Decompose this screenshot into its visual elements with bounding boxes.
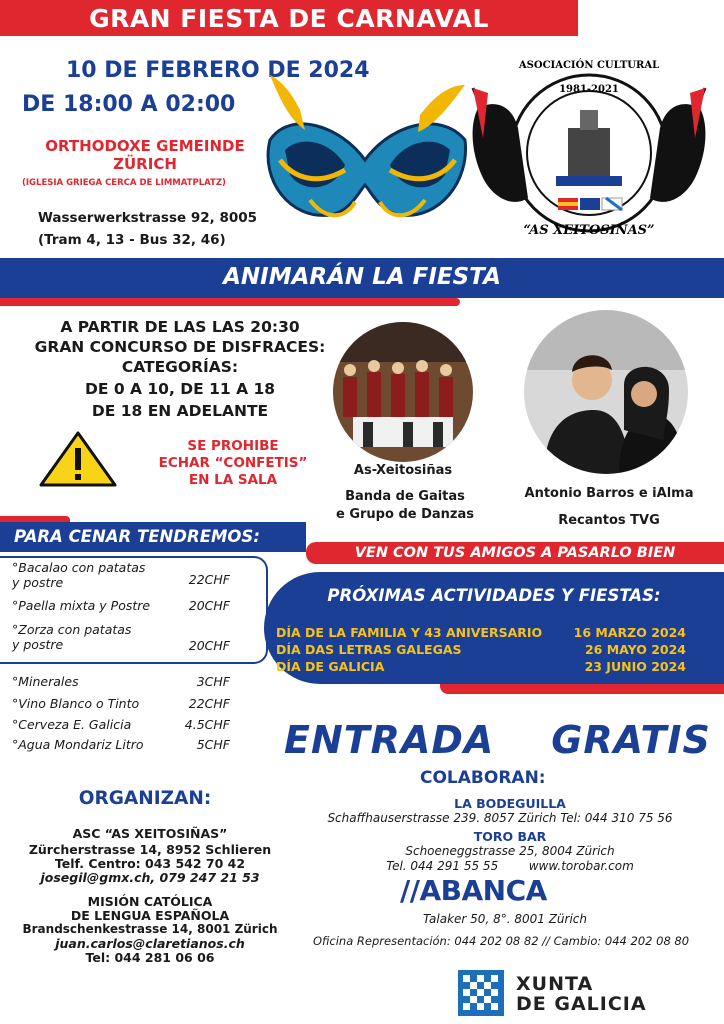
xunta-logo-icon [458,970,504,1016]
section-band-accent [0,298,460,306]
abanca-address: Talaker 50, 8°. 8001 Zürich [422,912,587,926]
menu-item [12,598,262,613]
logo-top-text: ASOCIACIÓN CULTURAL [518,60,660,71]
group1-desc: Banda de Gaitas [345,489,465,504]
group1-desc: e Grupo de Danzas [336,507,474,522]
event-item [276,625,686,640]
organizers-title: ORGANIZAN: [78,788,212,809]
sponsor-details: Tel. 044 291 55 55 www.torobar.com [386,859,634,873]
logo-years: 1981-2021 [559,84,619,95]
warning-icon [38,430,118,488]
drink-item-name: °Cerveza E. Galicia [12,717,132,732]
sponsors-title: COLABORAN: [420,768,546,788]
venue-note: (IGLESIA GRIEGA CERCA DE LIMMATPLATZ) [22,178,226,188]
event-item [276,642,686,657]
event-item [276,659,686,674]
contest-line: CATEGORÍAS: [121,358,239,376]
venue-address: Wasserwerkstrasse 92, 8005 [38,210,258,226]
drink-item [12,717,262,732]
menu-item-price: 20CHF [188,598,230,613]
contest-line: DE 18 EN ADELANTE [91,402,269,420]
org-line: Brandschenkestrasse 14, 8001 Zürich [22,922,278,936]
menu-item-name: °Paella mixta y Postre [12,598,151,613]
abanca-phones: Oficina Representación: 044 202 08 82 // Cambio: 044 202 08 80 [312,934,690,948]
venue-transport: (Tram 4, 13 - Bus 32, 46) [38,232,226,248]
contest-line: GRAN CONCURSO DE DISFRACES: [34,338,326,356]
org-line: juan.carlos@claretianos.ch [55,936,245,951]
menu-title: PARA CENAR TENDREMOS: [14,527,260,546]
association-logo [458,48,720,248]
upcoming-events-accent [440,684,724,694]
org-line: DE LENGUA ESPAÑOLA [70,908,230,923]
slogan-text: VEN CON TUS AMIGOS A PASARLO BIEN [354,545,676,561]
section-title-animaran: ANIMARÁN LA FIESTA [223,264,501,290]
group1-name: As-Xeitosiñas [353,463,453,478]
org-line: Tel: 044 281 06 06 [85,950,215,965]
drink-item-price: 5CHF [196,737,230,752]
warning-text: SE PROHIBE [187,438,279,454]
menu-item [12,622,262,652]
venue-name: ORTHODOXE GEMEINDE [45,137,245,155]
contest-line: DE 0 A 10, DE 11 A 18 [84,380,276,398]
upcoming-events-title: PRÓXIMAS ACTIVIDADES Y FIESTAS: [327,586,661,605]
sponsor-name: LA BODEGUILLA [454,796,566,811]
warning-text: EN LA SALA [188,472,278,488]
abanca-logo: //ABANCA [400,874,547,907]
drink-item [12,737,262,752]
menu-item-price: 20CHF [188,638,230,653]
menu-item-name: °Zorza con patatas y postre [12,622,132,652]
event-name: DÍA DE LA FAMILIA Y 43 ANIVERSARIO [276,625,543,640]
logo-bottom-text: “AS XEITOSIÑAS” [523,223,655,238]
drink-item [12,696,262,711]
event-time: DE 18:00 A 02:00 [22,92,236,117]
carnival-mask-icon [250,70,480,250]
drink-item-price: 4.5CHF [184,717,230,732]
contest-line: A PARTIR DE LAS LAS 20:30 [60,318,300,336]
menu-item-name: °Bacalao con patatas y postre [12,560,146,590]
warning-text: ECHAR “CONFETIS” [158,455,308,471]
event-date: 10 DE FEBRERO DE 2024 [66,58,370,83]
org-line: MISIÓN CATÓLICA [87,894,213,909]
sponsor-details: Schoeneggstrasse 25, 8004 Zürich [405,844,615,858]
group-photo [333,322,473,462]
drink-item [12,674,262,689]
org-line: Zürcherstrasse 14, 8952 Schlieren [28,842,272,857]
group2-name: Antonio Barros e iAlma [524,486,694,501]
drink-item-price: 22CHF [188,696,230,711]
drink-item-price: 3CHF [196,674,230,689]
drink-item-name: °Vino Blanco o Tinto [12,696,140,711]
group2-desc: Recantos TVG [558,513,660,528]
venue-city: ZÜRICH [113,155,177,173]
org-line: ASC “AS XEITOSIÑAS” [72,826,228,841]
event-date: 23 JUNIO 2024 [584,659,686,674]
sponsor-details: Schaffhauserstrasse 239. 8057 Zürich Tel: 044 310 75 56 [327,811,673,825]
menu-item [12,560,262,590]
menu-item-price: 22CHF [188,572,230,587]
event-date: 26 MAYO 2024 [584,642,686,657]
xunta-line: DE GALICIA [516,993,647,1015]
page-title: GRAN FIESTA DE CARNAVAL [89,4,489,33]
org-line: Telf. Centro: 043 542 70 42 [54,856,246,871]
xunta-line: XUNTA [516,973,594,995]
free-entry-title: ENTRADA GRATIS [284,718,711,762]
sponsor-name: TORO BAR [473,829,547,844]
xunta-text [516,974,647,1014]
duo-photo [524,310,688,474]
drink-item-name: °Minerales [12,674,79,689]
event-date: 16 MARZO 2024 [573,625,686,640]
event-name: DÍA DE GALICIA [276,659,385,674]
drink-item-name: °Agua Mondariz Litro [12,737,144,752]
org-line: josegil@gmx.ch, 079 247 21 53 [40,870,260,885]
event-name: DÍA DAS LETRAS GALEGAS [276,642,462,657]
